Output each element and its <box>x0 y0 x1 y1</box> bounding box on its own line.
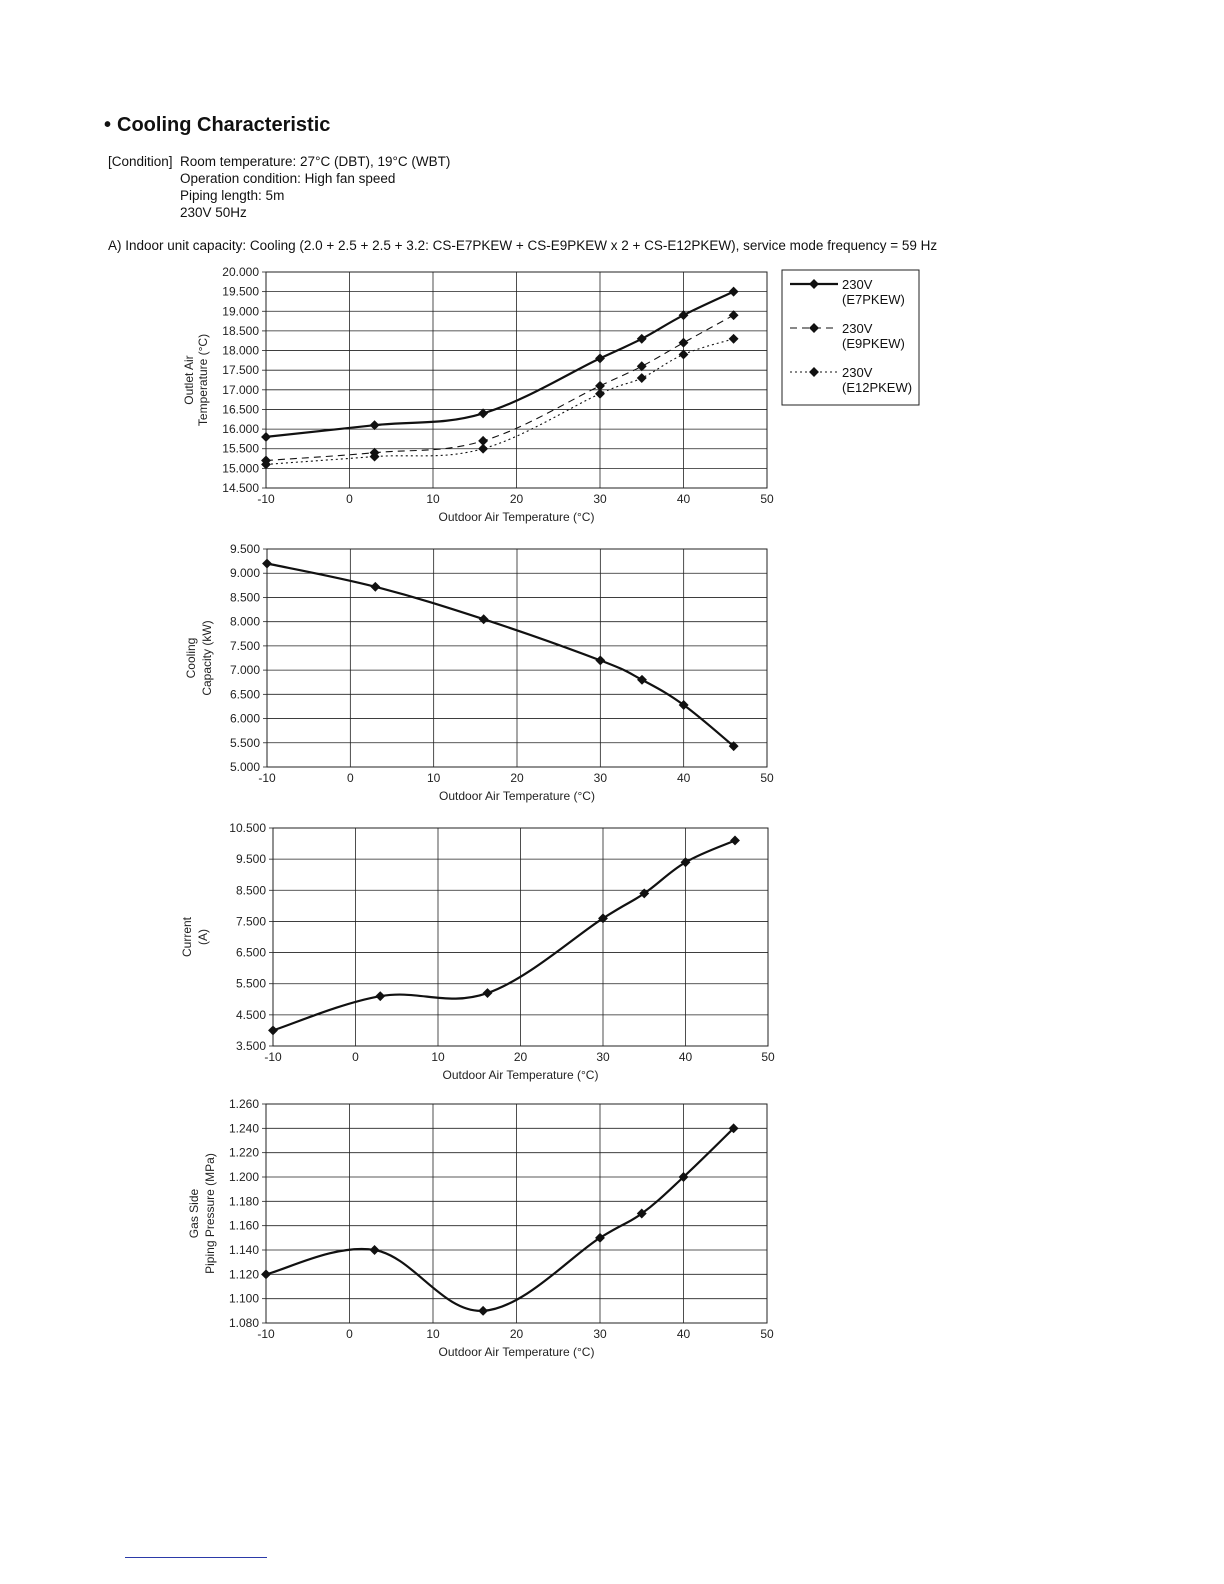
y-tick-label: 18.500 <box>222 323 259 338</box>
y-tick-label: 1.120 <box>228 1267 259 1282</box>
series-path <box>266 1128 734 1311</box>
x-tick-label: 50 <box>761 1050 775 1064</box>
data-point <box>595 353 605 363</box>
condition-line-4: 230V 50Hz <box>180 205 247 220</box>
y-tick-label: 19.500 <box>222 284 259 299</box>
y-tick-label: 9.000 <box>229 566 260 581</box>
x-tick-label: 10 <box>431 1050 445 1064</box>
data-point <box>679 350 689 360</box>
y-tick-label: 5.500 <box>229 735 260 750</box>
y-tick-label: 7.000 <box>229 663 260 678</box>
x-tick-label: 50 <box>760 1327 774 1341</box>
x-tick-label: 20 <box>513 1050 528 1064</box>
legend-label: 230V <box>842 277 873 292</box>
y-tick-label: 8.500 <box>229 590 260 605</box>
y-tick-label: 6.500 <box>235 945 266 960</box>
series-line <box>262 559 739 752</box>
section-heading <box>104 114 330 137</box>
data-point <box>370 1245 380 1255</box>
x-tick-label: 10 <box>426 771 441 785</box>
x-axis-label: Outdoor Air Temperature (°C) <box>439 789 595 803</box>
y-tick-label: 19.000 <box>222 304 259 319</box>
x-axis-label: Outdoor Air Temperature (°C) <box>442 1068 599 1082</box>
legend <box>782 270 919 405</box>
data-point <box>679 310 689 320</box>
y-tick-label: 14.500 <box>222 481 259 495</box>
legend-label: 230V <box>842 321 873 336</box>
y-tick-label: 17.500 <box>222 363 259 378</box>
data-point <box>262 559 272 569</box>
y-tick-label: 1.240 <box>228 1121 259 1136</box>
x-tick-label: 40 <box>676 1327 691 1341</box>
legend-label: (E9PKEW) <box>842 336 905 351</box>
x-tick-label: 50 <box>760 492 774 506</box>
x-tick-label: 30 <box>596 1050 610 1064</box>
y-tick-label: 10.500 <box>229 821 266 835</box>
y-tick-label: 8.000 <box>229 614 260 629</box>
data-point <box>637 334 647 344</box>
y-tick-label: 5.000 <box>229 760 260 774</box>
data-point <box>261 1269 271 1279</box>
current-chart <box>0 818 1224 1088</box>
x-tick-label: 50 <box>760 771 774 785</box>
data-point <box>637 373 647 383</box>
y-axis-label: Cooling <box>184 637 198 679</box>
series-path <box>266 339 734 465</box>
x-tick-label: 20 <box>510 771 524 785</box>
y-tick-label: 7.500 <box>235 914 266 929</box>
x-tick-label: -10 <box>257 1327 275 1341</box>
data-point <box>679 338 689 348</box>
y-tick-label: 18.000 <box>222 343 259 358</box>
y-tick-label: 7.500 <box>229 638 260 653</box>
y-tick-label: 20.000 <box>222 265 259 279</box>
series-line <box>261 310 738 465</box>
x-tick-label: 40 <box>676 771 691 785</box>
y-axis-label: Piping Pressure (MPa) <box>203 1153 217 1274</box>
y-tick-label: 1.100 <box>228 1291 259 1306</box>
condition-label: [Condition] <box>108 154 173 169</box>
data-point <box>595 655 605 665</box>
y-tick-label: 6.500 <box>229 687 260 702</box>
y-tick-label: 4.500 <box>235 1007 266 1022</box>
x-tick-label: 30 <box>593 492 607 506</box>
series-path <box>273 841 735 1031</box>
x-tick-label: 20 <box>509 492 524 506</box>
y-tick-label: 15.500 <box>222 441 259 456</box>
series-path <box>266 292 734 437</box>
y-axis-label: (A) <box>196 929 210 945</box>
y-tick-label: 3.500 <box>235 1039 266 1053</box>
y-axis-label: Current <box>180 916 194 958</box>
data-point <box>730 836 740 846</box>
y-tick-label: 16.000 <box>222 422 259 437</box>
series-line <box>261 287 738 442</box>
condition-line-3: Piping length: 5m <box>180 188 285 203</box>
outlet-air-temperature-chart <box>0 262 1224 542</box>
y-tick-label: 15.000 <box>222 461 259 476</box>
y-tick-label: 1.160 <box>228 1218 259 1233</box>
x-tick-label: 40 <box>676 492 691 506</box>
data-point <box>478 1306 488 1316</box>
data-point <box>268 1025 278 1035</box>
x-tick-label: 10 <box>426 1327 440 1341</box>
data-point <box>479 614 489 624</box>
x-tick-label: 0 <box>346 492 353 506</box>
cooling-capacity-chart <box>0 540 1224 810</box>
capacity-subtitle: A) Indoor unit capacity: Cooling (2.0 + 2.5 + 2.5 + 3.2: CS-E7PKEW + CS-E9PKEW x 2 + CS-E12PKEW), service mode frequency = 59 Hz <box>108 238 938 253</box>
x-tick-label: 20 <box>509 1327 524 1341</box>
legend-label: 230V <box>842 365 873 380</box>
y-axis-label: Temperature (°C) <box>196 333 210 427</box>
y-tick-label: 1.200 <box>228 1170 259 1184</box>
data-point <box>637 361 647 371</box>
y-axis-label: Gas Side <box>187 1188 201 1239</box>
y-tick-label: 9.500 <box>235 852 266 867</box>
heading-title: Cooling Characteristic <box>117 114 331 136</box>
y-tick-label: 9.500 <box>229 542 260 556</box>
gas-side-pressure-chart <box>0 1094 1224 1366</box>
y-tick-label: 16.500 <box>222 402 259 417</box>
x-tick-label: 30 <box>593 771 608 785</box>
footer-rule <box>125 1557 267 1558</box>
x-tick-label: 30 <box>593 1327 607 1341</box>
data-point <box>375 991 385 1001</box>
y-tick-label: 6.000 <box>229 711 260 726</box>
data-point <box>370 420 380 430</box>
data-point <box>729 334 739 344</box>
x-tick-label: 0 <box>346 1327 353 1341</box>
y-tick-label: 8.500 <box>235 883 266 898</box>
data-point <box>483 988 493 998</box>
x-tick-label: 0 <box>346 771 354 785</box>
series-line <box>268 836 740 1036</box>
y-axis-label: Capacity (kW) <box>200 620 214 696</box>
data-point <box>370 582 380 592</box>
x-tick-label: 40 <box>678 1050 693 1064</box>
x-tick-label: -10 <box>257 492 275 506</box>
x-axis-label: Outdoor Air Temperature (°C) <box>438 510 595 524</box>
y-tick-label: 1.220 <box>228 1145 259 1160</box>
data-point <box>478 408 488 418</box>
x-tick-label: -10 <box>258 771 276 785</box>
y-tick-label: 5.500 <box>235 976 266 991</box>
series-path <box>266 315 734 460</box>
x-tick-label: 0 <box>352 1050 359 1064</box>
y-tick-label: 1.140 <box>228 1243 259 1257</box>
legend-label: (E7PKEW) <box>842 292 905 307</box>
data-point <box>637 675 647 685</box>
heading-bullet: • <box>104 114 112 136</box>
grid <box>269 828 768 1046</box>
x-tick-label: 10 <box>426 492 440 506</box>
data-point <box>478 444 488 454</box>
x-axis-label: Outdoor Air Temperature (°C) <box>438 1345 595 1359</box>
y-tick-label: 1.260 <box>228 1097 259 1111</box>
data-point <box>261 432 271 442</box>
y-tick-label: 17.000 <box>222 382 259 397</box>
y-tick-label: 1.080 <box>228 1316 259 1330</box>
data-point <box>595 389 605 399</box>
condition-line-1: Room temperature: 27°C (DBT), 19°C (WBT) <box>180 154 451 169</box>
legend-label: (E12PKEW) <box>842 380 913 395</box>
data-point <box>729 310 739 320</box>
x-tick-label: -10 <box>264 1050 282 1064</box>
y-axis-label: Outlet Air <box>182 355 196 405</box>
data-point <box>729 287 739 297</box>
grid <box>262 1104 767 1323</box>
grid <box>263 549 767 767</box>
condition-line-2: Operation condition: High fan speed <box>180 171 396 186</box>
y-tick-label: 1.180 <box>228 1194 259 1209</box>
series-line <box>261 1123 738 1315</box>
